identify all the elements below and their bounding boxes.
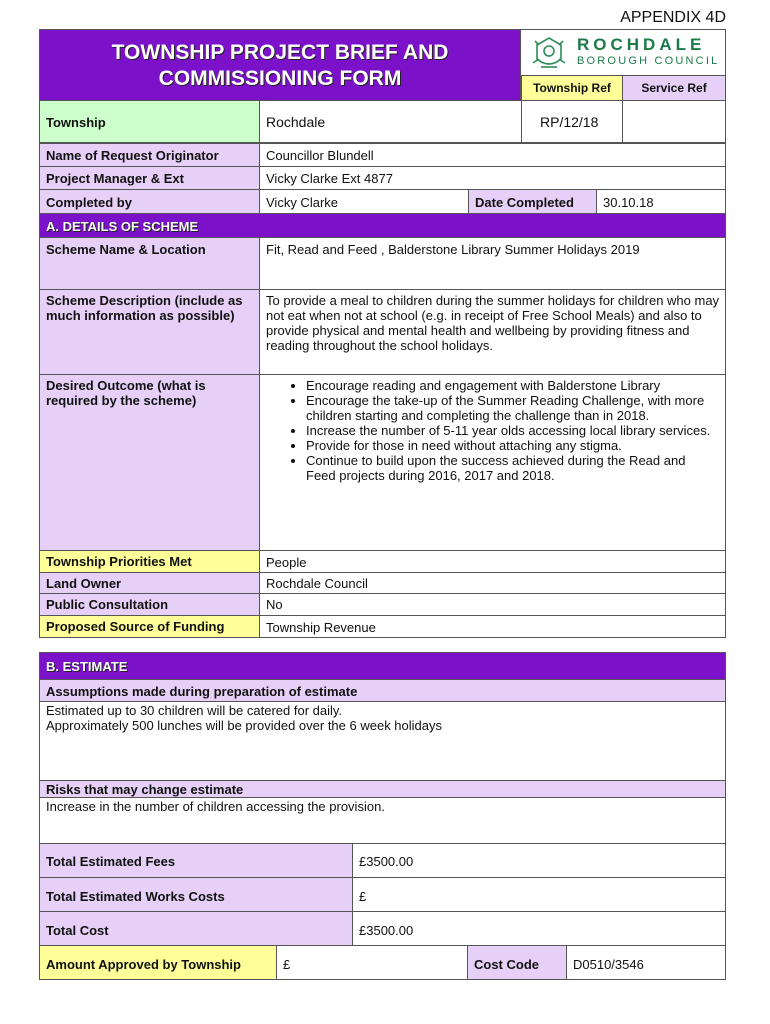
consultation-label: Public Consultation (39, 593, 260, 616)
risks-label: Risks that may change estimate (39, 780, 726, 798)
risks-value: Increase in the number of children accessing the provision. (39, 797, 726, 844)
logo-main-text: ROCHDALE (577, 35, 706, 54)
service-ref-label: Service Ref (622, 75, 726, 101)
township-label: Township (39, 100, 260, 143)
outcome-list-cell (259, 374, 726, 551)
land-owner-label: Land Owner (39, 572, 260, 594)
cost-code-label: Cost Code (467, 945, 567, 980)
township-ref-value: RP/12/18 (521, 100, 623, 143)
service-ref-value (622, 100, 726, 143)
list-item: • Encourage the take-up of the Summer Reading Challenge, with more children starting and completing the challenge than in 2018. (306, 393, 717, 423)
scheme-name-label: Scheme Name & Location (39, 237, 260, 290)
logo-sub-text: BOROUGH COUNCIL (577, 55, 720, 67)
list-item: • Provide for those in need without attaching any stigma. (306, 438, 717, 453)
date-completed-value: 30.10.18 (596, 189, 726, 214)
outcome-label: Desired Outcome (what is required by the scheme) (39, 374, 260, 551)
manager-label: Project Manager & Ext (39, 166, 260, 190)
council-crest-icon (529, 33, 569, 73)
originator-label: Name of Request Originator (39, 143, 260, 167)
total-cost-value: £3500.00 (352, 911, 726, 946)
list-item: • Increase the number of 5-11 year olds accessing local library services. (306, 423, 717, 438)
funding-value: Township Revenue (259, 615, 726, 638)
cost-code-value: D0510/3546 (566, 945, 726, 980)
manager-value: Vicky Clarke Ext 4877 (259, 166, 726, 190)
section-b-heading: B. ESTIMATE (39, 652, 726, 680)
form-title-line2: COMMISSIONING FORM (158, 67, 402, 90)
works-label: Total Estimated Works Costs (39, 877, 353, 912)
list-item: • Continue to build upon the success achieved during the Read and Feed projects during 2016, 2017 and 2018. (306, 453, 717, 483)
township-value: Rochdale (259, 100, 522, 143)
list-item: • Encourage reading and engagement with Balderstone Library (306, 378, 717, 393)
description-value: To provide a meal to children during the summer holidays for children who may not eat when not at school (e.g. in receipt of Free School Meals) and also to provide physical and mental health and wellbeing by providing fitness and reading throughout the school holidays. (259, 289, 726, 375)
assumptions-label: Assumptions made during preparation of estimate (39, 679, 726, 702)
fees-label: Total Estimated Fees (39, 843, 353, 878)
originator-value: Councillor Blundell (259, 143, 726, 167)
priorities-value: People (259, 550, 726, 573)
completed-by-value: Vicky Clarke (259, 189, 469, 214)
total-cost-label: Total Cost (39, 911, 353, 946)
funding-label: Proposed Source of Funding (39, 615, 260, 638)
works-value: £ (352, 877, 726, 912)
consultation-value: No (259, 593, 726, 616)
land-owner-value: Rochdale Council (259, 572, 726, 594)
section-a-heading: A. DETAILS OF SCHEME (39, 213, 726, 238)
fees-value: £3500.00 (352, 843, 726, 878)
scheme-name-value: Fit, Read and Feed , Balderstone Library Summer Holidays 2019 (259, 237, 726, 290)
completed-by-label: Completed by (39, 189, 260, 214)
description-label: Scheme Description (include as much information as possible) (39, 289, 260, 375)
appendix-label: APPENDIX 4D (620, 9, 726, 26)
council-logo (521, 29, 726, 75)
form-title (39, 29, 521, 101)
priorities-label: Township Priorities Met (39, 550, 260, 573)
form-title-line1: TOWNSHIP PROJECT BRIEF AND (111, 41, 449, 64)
date-completed-label: Date Completed (468, 189, 597, 214)
assumptions-value: Estimated up to 30 children will be catered for daily. Approximately 500 lunches will be provided over the 6 week holidays (39, 701, 726, 781)
outcome-list (260, 378, 717, 483)
approved-value: £ (276, 945, 468, 980)
township-ref-label: Township Ref (521, 75, 623, 101)
approved-label: Amount Approved by Township (39, 945, 277, 980)
